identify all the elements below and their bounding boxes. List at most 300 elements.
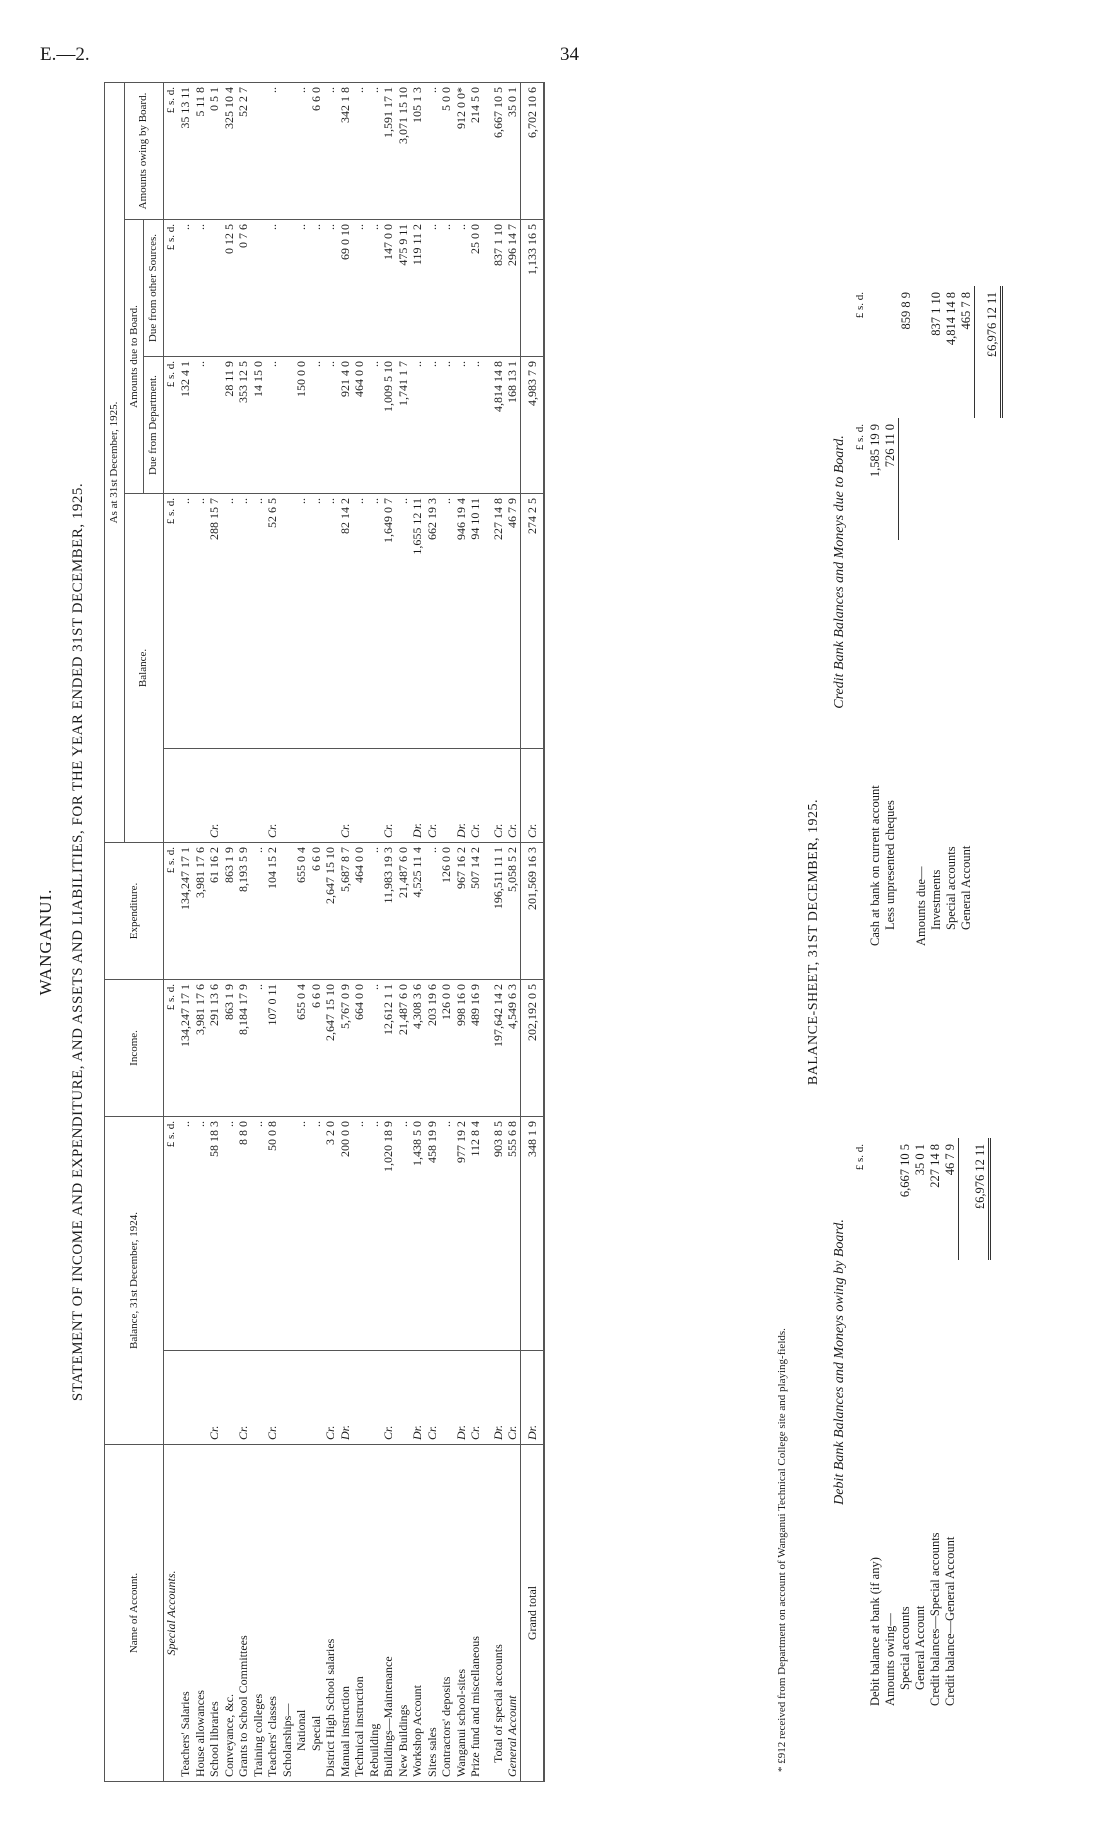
balance-sign xyxy=(367,749,382,843)
income-amount: 5,767 0 9 xyxy=(338,979,353,1116)
due-dept-amount: 132 4 1 xyxy=(178,357,193,494)
col-due-to-board: Amounts due to Board. xyxy=(124,220,144,494)
account-name: District High School salaries xyxy=(323,1445,338,1782)
balance-sheet-title: BALANCE-SHEET, 31ST DECEMBER, 1925. xyxy=(806,798,821,1086)
expenditure-amount: 5,058 5 2 xyxy=(505,842,520,979)
balance-amount: .. xyxy=(309,494,324,749)
due-dept-amount: .. xyxy=(439,357,454,494)
balance-1924-sign xyxy=(367,1351,382,1445)
balance-amount: .. xyxy=(222,494,237,749)
income-amount: 4,308 3 6 xyxy=(410,979,425,1116)
balance-amount: .. xyxy=(323,494,338,749)
credit-amount-1: 1,585 19 9 xyxy=(868,424,882,478)
balance-1924-amount: 348 1 9 xyxy=(520,1116,544,1350)
due-dept-amount xyxy=(207,357,222,494)
debit-caption: Debit Bank Balances and Moneys owing by Board. xyxy=(832,1219,847,1505)
statement-title: STATEMENT OF INCOME AND EXPENDITURE, AND ASSETS AND LIABILITIES, FOR THE YEAR ENDED 31ST DECEMBER, 1925. xyxy=(70,482,86,1402)
debit-label: Special accounts xyxy=(898,1606,912,1690)
debit-line xyxy=(943,1138,959,1712)
lsd-header: £ s. d. xyxy=(163,1116,178,1350)
expenditure-amount: 21,487 6 0 xyxy=(396,842,411,979)
account-name: Grand total xyxy=(520,1445,544,1782)
due-other-amount xyxy=(207,220,222,357)
balance-1924-sign xyxy=(193,1351,208,1445)
due-dept-amount: 168 13 1 xyxy=(505,357,520,494)
income-amount: 12,612 1 1 xyxy=(381,979,396,1116)
balance-1924-amount: .. xyxy=(439,1116,454,1350)
expenditure-amount: .. xyxy=(425,842,440,979)
credit-amount-2: 859 8 9 xyxy=(898,292,913,330)
debit-amount: 227 14 8 xyxy=(928,1144,942,1188)
due-dept-amount: 14 15 0 xyxy=(251,357,266,494)
account-name: School libraries xyxy=(207,1445,222,1782)
balance-1924-sign xyxy=(352,1351,367,1445)
due-other-amount: .. xyxy=(265,220,280,357)
account-row xyxy=(309,83,324,1782)
expenditure-amount: 6 6 0 xyxy=(309,842,324,979)
col-name-of-account: Name of Account. xyxy=(105,1445,164,1782)
account-row xyxy=(207,83,222,1782)
balance-1924-sign: Cr. xyxy=(381,1351,396,1445)
expenditure-amount: 464 0 0 xyxy=(352,842,367,979)
income-amount: 4,549 6 3 xyxy=(505,979,520,1116)
lsd-header: £ s. d. xyxy=(163,494,178,749)
credit-line xyxy=(899,286,914,952)
col-amounts-owing: Amounts owing by Board. xyxy=(124,83,163,220)
due-other-amount: 475 9 11 xyxy=(396,220,411,357)
owing-amount: 342 1 8 xyxy=(338,83,353,220)
balance-1924-sign: Cr. xyxy=(505,1351,520,1445)
balance-sign xyxy=(439,749,454,843)
account-row xyxy=(265,83,280,1782)
expenditure-amount: 201,569 16 3 xyxy=(520,842,544,979)
credit-amount-2 xyxy=(883,286,899,418)
balance-amount: .. xyxy=(193,494,208,749)
due-other-amount: .. xyxy=(352,220,367,357)
balance-1924-amount: 555 6 8 xyxy=(505,1116,520,1350)
balance-sign xyxy=(280,749,295,843)
balance-sign: Dr. xyxy=(454,749,469,843)
expenditure-amount: .. xyxy=(367,842,382,979)
balance-amount: 94 10 11 xyxy=(468,494,483,749)
balance-1924-sign xyxy=(294,1351,309,1445)
debit-total-row xyxy=(959,1138,990,1712)
expenditure-amount: 5,687 8 7 xyxy=(338,842,353,979)
balance-sign xyxy=(178,749,193,843)
income-amount: 107 0 11 xyxy=(265,979,280,1116)
credit-amount-2: 465 7 8 xyxy=(958,292,973,330)
account-row xyxy=(178,83,193,1782)
balance-amount: 52 6 5 xyxy=(265,494,280,749)
col-balance-1924: Balance, 31st December, 1924. xyxy=(105,1116,164,1444)
debit-amount: 46 7 9 xyxy=(943,1144,957,1176)
balance-sign: Cr. xyxy=(488,749,506,843)
due-dept-amount: .. xyxy=(454,357,469,494)
credit-amount-1: 726 11 0 xyxy=(883,418,899,540)
owing-amount xyxy=(251,83,266,220)
due-dept-amount: 464 0 0 xyxy=(352,357,367,494)
document-code: E.—2. xyxy=(40,44,90,65)
debit-line xyxy=(928,1138,943,1712)
credit-lsd-2: £ s. d. xyxy=(854,292,866,319)
debit-label: Credit balance—General Account xyxy=(943,1536,958,1706)
balance-1924-sign: Cr. xyxy=(265,1351,280,1445)
account-name: Prize fund and miscellaneous xyxy=(468,1445,483,1782)
due-dept-amount xyxy=(280,357,295,494)
debit-amount: 6,667 10 5 xyxy=(898,1144,912,1198)
expenditure-amount: 967 16 2 xyxy=(454,842,469,979)
credit-label: Cash at bank on current account xyxy=(868,785,882,946)
income-amount: 489 16 9 xyxy=(468,979,483,1116)
owing-amount: 5 11 8 xyxy=(193,83,208,220)
page-number: 34 xyxy=(560,44,579,65)
balance-1924-amount: 8 8 0 xyxy=(236,1116,251,1350)
owing-amount: .. xyxy=(265,83,280,220)
debit-label: Credit balances—Special accounts xyxy=(928,1532,942,1706)
account-name: Training colleges xyxy=(251,1445,266,1782)
income-amount: .. xyxy=(251,979,266,1116)
footnote: * £912 received from Department on account of Wanganui Technical College site and playing-fields. xyxy=(776,1328,788,1772)
owing-amount: 6,667 10 5 xyxy=(488,83,506,220)
credit-caption: Credit Bank Balances and Moneys due to Board. xyxy=(832,435,847,709)
balance-amount: .. xyxy=(294,494,309,749)
balance-1924-sign: Cr. xyxy=(236,1351,251,1445)
credit-amount-1 xyxy=(929,418,944,540)
owing-amount: .. xyxy=(367,83,382,220)
balance-amount: 946 19 4 xyxy=(454,494,469,749)
owing-amount: 52 2 7 xyxy=(236,83,251,220)
credit-line xyxy=(883,286,899,952)
owing-amount: 0 5 1 xyxy=(207,83,222,220)
balance-1924-amount: 50 0 8 xyxy=(265,1116,280,1350)
owing-amount: .. xyxy=(294,83,309,220)
expenditure-amount: .. xyxy=(251,842,266,979)
balance-1924-amount: 903 8 5 xyxy=(488,1116,506,1350)
balance-amount: 662 19 3 xyxy=(425,494,440,749)
debit-amount xyxy=(883,1138,898,1260)
due-dept-amount: .. xyxy=(425,357,440,494)
general-account-row xyxy=(505,83,520,1782)
credit-label: General Account xyxy=(958,845,973,930)
balance-sign: Cr. xyxy=(520,749,544,843)
balance-1924-amount: 200 0 0 xyxy=(338,1116,353,1350)
income-amount: 134,247 17 1 xyxy=(178,979,193,1116)
lsd-header: £ s. d. xyxy=(163,220,178,357)
account-row xyxy=(410,83,425,1782)
account-row xyxy=(280,83,295,1782)
account-name: Workshop Account xyxy=(410,1445,425,1782)
expenditure-amount: 134,247 17 1 xyxy=(178,842,193,979)
col-due-dept: Due from Department. xyxy=(144,357,164,494)
debit-line xyxy=(883,1138,898,1712)
credit-amount-1 xyxy=(944,418,959,540)
account-row xyxy=(338,83,353,1782)
income-amount: 202,192 0 5 xyxy=(520,979,544,1116)
balance-amount: .. xyxy=(352,494,367,749)
owing-amount: 912 0 0* xyxy=(454,83,469,220)
balance-sign xyxy=(222,749,237,843)
balance-sign: Cr. xyxy=(468,749,483,843)
account-name: Teachers' classes xyxy=(265,1445,280,1782)
due-dept-amount: 4,983 7 9 xyxy=(520,357,544,494)
due-other-amount: .. xyxy=(323,220,338,357)
credit-line xyxy=(914,286,929,952)
balance-1924-amount: .. xyxy=(367,1116,382,1350)
special-heading: Special Accounts. xyxy=(163,1445,178,1782)
credit-line xyxy=(944,286,959,952)
account-row xyxy=(381,83,396,1782)
debit-amount: 35 0 1 xyxy=(913,1144,927,1176)
owing-amount: 325 10 4 xyxy=(222,83,237,220)
balance-1924-sign: Cr. xyxy=(207,1351,222,1445)
due-dept-amount: 353 12 5 xyxy=(236,357,251,494)
account-row xyxy=(294,83,309,1782)
income-amount: 8,184 17 9 xyxy=(236,979,251,1116)
account-name: Grants to School Committees xyxy=(236,1445,251,1782)
income-amount: 2,647 15 10 xyxy=(323,979,338,1116)
balance-1924-sign: Cr. xyxy=(323,1351,338,1445)
balance-sign xyxy=(251,749,266,843)
debit-label: General Account xyxy=(913,1605,927,1690)
owing-amount: .. xyxy=(425,83,440,220)
owing-amount: 214 5 0 xyxy=(468,83,483,220)
income-amount xyxy=(280,979,295,1116)
balance-amount xyxy=(280,494,295,749)
account-name: Wanganui school-sites xyxy=(454,1445,469,1782)
due-dept-amount: .. xyxy=(265,357,280,494)
balance-amount: 82 14 2 xyxy=(338,494,353,749)
due-dept-amount: .. xyxy=(410,357,425,494)
balance-1924-amount: .. xyxy=(396,1116,411,1350)
due-other-amount: 119 11 2 xyxy=(410,220,425,357)
debit-line xyxy=(898,1138,913,1712)
due-dept-amount: 150 0 0 xyxy=(294,357,309,494)
account-name: Technical instruction xyxy=(352,1445,367,1782)
balance-1924-amount: .. xyxy=(222,1116,237,1350)
account-name: Manual instruction xyxy=(338,1445,353,1782)
balance-1924-sign xyxy=(280,1351,295,1445)
col-expenditure: Expenditure. xyxy=(105,842,164,979)
balance-1924-amount: .. xyxy=(294,1116,309,1350)
due-other-amount: 837 1 10 xyxy=(488,220,506,357)
debit-line xyxy=(868,1138,883,1712)
balance-sign xyxy=(294,749,309,843)
balance-1924-amount: 58 18 3 xyxy=(207,1116,222,1350)
due-other-amount xyxy=(280,220,295,357)
balance-amount: 227 14 8 xyxy=(488,494,506,749)
balance-sign: Cr. xyxy=(505,749,520,843)
due-other-amount: .. xyxy=(367,220,382,357)
account-row xyxy=(367,83,382,1782)
owing-amount: 105 1 3 xyxy=(410,83,425,220)
expenditure-amount: 8,193 5 9 xyxy=(236,842,251,979)
balance-sign xyxy=(352,749,367,843)
credit-total-row xyxy=(974,286,1001,952)
credit-lsd-1: £ s. d. xyxy=(854,424,866,451)
expenditure-amount: 655 0 4 xyxy=(294,842,309,979)
col-income: Income. xyxy=(105,979,164,1116)
income-amount: 863 1 9 xyxy=(222,979,237,1116)
expenditure-amount: 3,981 17 6 xyxy=(193,842,208,979)
balance-1924-amount: .. xyxy=(193,1116,208,1350)
account-name: Sites sales xyxy=(425,1445,440,1782)
debit-side xyxy=(832,1012,991,1712)
credit-amount-2: 837 1 10 xyxy=(928,292,943,336)
debit-total: £6,976 12 11 xyxy=(959,1138,990,1260)
credit-label: Less unpresented cheques xyxy=(883,800,898,930)
balance-1924-amount: .. xyxy=(178,1116,193,1350)
balance-1924-amount: 1,438 5 0 xyxy=(410,1116,425,1350)
rotated-page-content xyxy=(18,62,1078,1822)
balance-sign: Cr. xyxy=(425,749,440,843)
expenditure-amount: 11,983 19 3 xyxy=(381,842,396,979)
account-name: General Account xyxy=(505,1445,520,1782)
balance-1924-sign: Dr. xyxy=(338,1351,353,1445)
balance-sign: Cr. xyxy=(381,749,396,843)
col-as-at: As at 31st December, 1925. xyxy=(105,83,125,843)
account-row xyxy=(468,83,483,1782)
balance-amount: 46 7 9 xyxy=(505,494,520,749)
income-amount: 291 13 6 xyxy=(207,979,222,1116)
balance-1924-sign xyxy=(309,1351,324,1445)
due-other-amount: .. xyxy=(309,220,324,357)
due-other-amount: 69 0 10 xyxy=(338,220,353,357)
credit-amount-1 xyxy=(959,418,975,540)
expenditure-amount xyxy=(280,842,295,979)
account-row xyxy=(222,83,237,1782)
account-name: Scholarships— xyxy=(280,1445,295,1782)
balance-sign xyxy=(193,749,208,843)
account-name: National xyxy=(294,1445,309,1782)
credit-line xyxy=(959,286,975,952)
income-amount: .. xyxy=(367,979,382,1116)
debit-label: Debit balance at bank (if any) xyxy=(868,1557,882,1706)
due-dept-amount: .. xyxy=(468,357,483,494)
account-name: New Buildings xyxy=(396,1445,411,1782)
due-dept-amount: 28 11 9 xyxy=(222,357,237,494)
balance-1924-sign: Dr. xyxy=(454,1351,469,1445)
debit-table xyxy=(853,1138,991,1712)
credit-line xyxy=(868,286,883,952)
balance-1924-sign: Dr. xyxy=(520,1351,544,1445)
balance-amount: .. xyxy=(236,494,251,749)
account-name: Teachers' Salaries xyxy=(178,1445,193,1782)
account-row xyxy=(454,83,469,1782)
due-other-amount: .. xyxy=(425,220,440,357)
income-amount: 203 19 6 xyxy=(425,979,440,1116)
account-name: Buildings—Maintenance xyxy=(381,1445,396,1782)
due-dept-amount: 1,009 5 10 xyxy=(381,357,396,494)
due-other-amount: 25 0 0 xyxy=(468,220,483,357)
income-amount: 664 0 0 xyxy=(352,979,367,1116)
expenditure-amount: 196,511 11 1 xyxy=(488,842,506,979)
balance-1924-amount: 458 19 9 xyxy=(425,1116,440,1350)
balance-1924-sign: Dr. xyxy=(488,1351,506,1445)
due-other-amount: 1,133 16 5 xyxy=(520,220,544,357)
balance-sign: Cr. xyxy=(265,749,280,843)
account-name: Contractors' deposits xyxy=(439,1445,454,1782)
balance-1924-sign xyxy=(178,1351,193,1445)
balance-sign xyxy=(396,749,411,843)
credit-line xyxy=(929,286,944,952)
balance-1924-sign xyxy=(251,1351,266,1445)
credit-amount-1 xyxy=(914,418,929,540)
balance-1924-sign: Cr. xyxy=(425,1351,440,1445)
owing-amount: 35 0 1 xyxy=(505,83,520,220)
account-row xyxy=(396,83,411,1782)
owing-amount: .. xyxy=(352,83,367,220)
balance-1924-sign: Cr. xyxy=(468,1351,483,1445)
income-amount: 998 16 0 xyxy=(454,979,469,1116)
balance-sign: Cr. xyxy=(338,749,353,843)
credit-side xyxy=(832,192,1003,952)
expenditure-amount: 61 16 2 xyxy=(207,842,222,979)
balance-1924-amount xyxy=(280,1116,295,1350)
balance-sign xyxy=(236,749,251,843)
due-other-amount: .. xyxy=(178,220,193,357)
credit-label: Amounts due— xyxy=(913,866,928,946)
debit-lsd: £ s. d. xyxy=(854,1144,866,1171)
balance-amount: 274 2 5 xyxy=(520,494,544,749)
owing-amount: 6,702 10 6 xyxy=(520,83,544,220)
due-other-amount: 0 12 5 xyxy=(222,220,237,357)
balance-1924-amount: .. xyxy=(309,1116,324,1350)
due-other-amount: .. xyxy=(193,220,208,357)
balance-1924-amount: 977 19 2 xyxy=(454,1116,469,1350)
balance-1924-sign xyxy=(222,1351,237,1445)
lsd-header: £ s. d. xyxy=(163,83,178,220)
balance-1924-amount: 1,020 18 9 xyxy=(381,1116,396,1350)
due-dept-amount: .. xyxy=(367,357,382,494)
account-row xyxy=(193,83,208,1782)
account-row xyxy=(251,83,266,1782)
balance-amount: .. xyxy=(178,494,193,749)
balance-amount: .. xyxy=(367,494,382,749)
credit-amount-2: 4,814 14 8 xyxy=(943,292,958,346)
owing-amount: 1,591 17 1 xyxy=(381,83,396,220)
lsd-header: £ s. d. xyxy=(163,357,178,494)
debit-label: Amounts owing— xyxy=(883,1613,897,1706)
statement-table xyxy=(104,82,545,1782)
total-special-row xyxy=(488,83,506,1782)
balance-sign: Cr. xyxy=(207,749,222,843)
balance-amount: .. xyxy=(396,494,411,749)
due-dept-amount: 921 4 0 xyxy=(338,357,353,494)
owing-amount: 35 13 11 xyxy=(178,83,193,220)
expenditure-amount: 126 0 0 xyxy=(439,842,454,979)
credit-amount-1 xyxy=(899,418,914,540)
col-due-other: Due from other Sources. xyxy=(144,220,164,357)
expenditure-amount: 4,525 11 4 xyxy=(410,842,425,979)
credit-label: Investments xyxy=(928,869,943,930)
debit-amount xyxy=(868,1138,883,1260)
account-row xyxy=(352,83,367,1782)
balance-1924-amount: .. xyxy=(352,1116,367,1350)
owing-amount: 3,071 15 10 xyxy=(396,83,411,220)
account-name: Special xyxy=(309,1445,324,1782)
balance-sign: Dr. xyxy=(410,749,425,843)
income-amount: 197,642 14 2 xyxy=(488,979,506,1116)
balance-1924-amount: .. xyxy=(251,1116,266,1350)
credit-label xyxy=(899,540,914,952)
account-row xyxy=(439,83,454,1782)
due-other-amount: .. xyxy=(439,220,454,357)
owing-amount xyxy=(280,83,295,220)
account-row xyxy=(323,83,338,1782)
owing-amount: 6 6 0 xyxy=(309,83,324,220)
credit-amount-2 xyxy=(914,286,929,418)
due-other-amount: 147 0 0 xyxy=(381,220,396,357)
